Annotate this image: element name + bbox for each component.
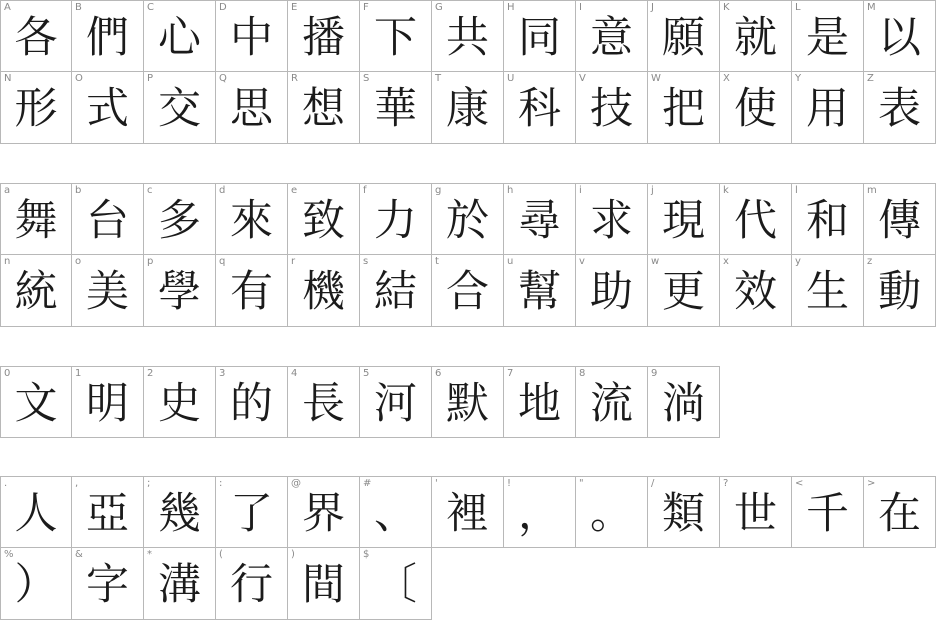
- candidate-glyph: 下: [374, 12, 417, 63]
- candidate-glyph: 史: [158, 378, 201, 429]
- candidate-glyph: 統: [14, 267, 58, 317]
- candidate-cell-4[interactable]: [288, 366, 360, 438]
- candidate-key-label: M: [867, 2, 876, 13]
- candidate-row: [0, 183, 938, 255]
- candidate-glyph: 思: [230, 84, 273, 134]
- candidate-cell-N[interactable]: [0, 72, 72, 144]
- candidate-glyph: 亞: [86, 488, 129, 539]
- candidate-cell-semicolon[interactable]: [144, 476, 216, 548]
- candidate-key-label: E: [291, 2, 298, 13]
- candidate-glyph: 想: [302, 84, 345, 134]
- candidate-key-label: T: [435, 73, 442, 84]
- candidate-cell-l[interactable]: [792, 183, 864, 255]
- candidate-cell-9[interactable]: [648, 366, 720, 438]
- candidate-glyph: 人: [14, 488, 58, 539]
- candidate-glyph: 使: [734, 84, 777, 134]
- candidate-glyph: 同: [518, 12, 561, 63]
- candidate-glyph: 長: [302, 378, 345, 429]
- candidate-glyph: 幫: [518, 267, 561, 317]
- candidate-glyph: 舞: [14, 195, 58, 246]
- candidate-glyph: 間: [302, 560, 345, 610]
- candidate-cell-n[interactable]: [0, 255, 72, 327]
- candidate-glyph: 播: [302, 12, 345, 63]
- candidate-key-label: n: [4, 256, 11, 267]
- candidate-cell-3[interactable]: [216, 366, 288, 438]
- candidate-cell-apostrophe[interactable]: [432, 476, 504, 548]
- candidate-key-label: !: [507, 478, 512, 489]
- candidate-glyph: 合: [446, 267, 489, 317]
- candidate-glyph: 學: [158, 267, 201, 317]
- candidate-glyph: 結: [374, 267, 417, 317]
- candidate-cell-less-than[interactable]: [792, 476, 864, 548]
- candidate-cell-D[interactable]: [216, 0, 288, 72]
- candidate-key-label: c: [147, 185, 153, 196]
- candidate-glyph: 力: [374, 195, 417, 246]
- candidate-key-label: ?: [723, 478, 729, 489]
- candidate-key-label: z: [867, 256, 873, 267]
- candidate-glyph: 界: [302, 488, 345, 539]
- candidate-glyph: 式: [86, 84, 129, 134]
- candidate-glyph: 是: [806, 12, 849, 63]
- candidate-key-label: 1: [75, 368, 82, 379]
- candidate-key-label: Q: [219, 73, 227, 84]
- candidate-glyph: 流: [590, 378, 633, 429]
- candidate-glyph: 河: [374, 378, 417, 429]
- candidate-glyph: 裡: [446, 488, 489, 539]
- candidate-cell-B[interactable]: [72, 0, 144, 72]
- candidate-cell-comma[interactable]: [72, 476, 144, 548]
- candidate-key-label: >: [867, 478, 876, 489]
- candidate-glyph: 淌: [662, 378, 705, 429]
- candidate-cell-u[interactable]: [504, 255, 576, 327]
- candidate-cell-right-paren[interactable]: [288, 548, 360, 620]
- candidate-cell-C[interactable]: [144, 0, 216, 72]
- candidate-key-label: S: [363, 73, 370, 84]
- candidate-glyph: 各: [14, 12, 58, 63]
- candidate-glyph: 類: [662, 488, 705, 539]
- candidate-key-label: %: [4, 549, 14, 560]
- candidate-glyph: 多: [158, 195, 201, 246]
- candidate-key-label: s: [363, 256, 369, 267]
- candidate-glyph: 交: [158, 84, 201, 134]
- candidate-glyph: 以: [878, 12, 921, 63]
- candidate-glyph: 行: [230, 560, 273, 610]
- candidate-cell-exclamation[interactable]: [504, 476, 576, 548]
- candidate-key-label: 0: [4, 368, 11, 379]
- candidate-cell-U[interactable]: [504, 72, 576, 144]
- candidate-key-label: Y: [795, 73, 802, 84]
- candidate-key-label: x: [723, 256, 729, 267]
- candidate-cell-W[interactable]: [648, 72, 720, 144]
- candidate-cell-asterisk[interactable]: [144, 548, 216, 620]
- candidate-key-label: 2: [147, 368, 154, 379]
- candidate-cell-g[interactable]: [432, 183, 504, 255]
- candidate-glyph: 求: [590, 195, 633, 246]
- candidate-glyph: 有: [230, 267, 273, 317]
- candidate-cell-p[interactable]: [144, 255, 216, 327]
- candidate-cell-Y[interactable]: [792, 72, 864, 144]
- candidate-key-label: v: [579, 256, 585, 267]
- candidate-key-label: ): [291, 549, 295, 560]
- candidate-cell-r[interactable]: [288, 255, 360, 327]
- candidate-key-label: &: [75, 549, 83, 560]
- candidate-row: [0, 548, 938, 620]
- candidate-key-label: l: [795, 185, 798, 196]
- candidate-cell-Q[interactable]: [216, 72, 288, 144]
- candidate-cell-j[interactable]: [648, 183, 720, 255]
- candidate-glyph: 台: [86, 195, 129, 246]
- candidate-glyph: 康: [446, 84, 489, 134]
- candidate-cell-i[interactable]: [576, 183, 648, 255]
- candidate-cell-hash[interactable]: [360, 476, 432, 548]
- candidate-glyph: 中: [230, 12, 273, 63]
- candidate-key-label: V: [579, 73, 586, 84]
- candidate-cell-L[interactable]: [792, 0, 864, 72]
- candidate-key-label: I: [579, 2, 582, 13]
- candidate-cell-x[interactable]: [720, 255, 792, 327]
- candidate-glyph: 形: [14, 84, 58, 134]
- candidate-cell-dollar[interactable]: [360, 548, 432, 620]
- candidate-row: [0, 476, 938, 548]
- candidate-cell-w[interactable]: [648, 255, 720, 327]
- candidate-glyph: 世: [734, 488, 777, 539]
- candidate-cell-X[interactable]: [720, 72, 792, 144]
- candidate-cell-K[interactable]: [720, 0, 792, 72]
- candidate-cell-H[interactable]: [504, 0, 576, 72]
- candidate-cell-M[interactable]: [864, 0, 936, 72]
- candidate-glyph: 了: [230, 488, 273, 539]
- candidate-key-label: D: [219, 2, 227, 13]
- candidate-glyph: 於: [446, 195, 489, 246]
- candidate-cell-colon[interactable]: [216, 476, 288, 548]
- candidate-key-label: 7: [507, 368, 514, 379]
- candidate-glyph: 心: [158, 12, 201, 63]
- candidate-key-label: 6: [435, 368, 442, 379]
- candidate-glyph: 就: [734, 12, 777, 63]
- candidate-key-label: #: [363, 478, 372, 489]
- candidate-cell-1[interactable]: [72, 366, 144, 438]
- candidate-group-digits: [0, 366, 938, 438]
- candidate-key-label: R: [291, 73, 298, 84]
- candidate-cell-k[interactable]: [720, 183, 792, 255]
- candidate-key-label: *: [147, 549, 152, 560]
- candidate-glyph: ，: [518, 488, 561, 539]
- candidate-key-label: J: [651, 2, 654, 13]
- candidate-group-punctuation: [0, 476, 938, 620]
- candidate-key-label: a: [4, 185, 11, 196]
- candidate-key-label: 8: [579, 368, 586, 379]
- candidate-glyph: 共: [446, 12, 489, 63]
- candidate-key-label: <: [795, 478, 804, 489]
- candidate-key-label: y: [795, 256, 801, 267]
- candidate-key-label: 5: [363, 368, 370, 379]
- candidate-cell-P[interactable]: [144, 72, 216, 144]
- candidate-glyph: 的: [230, 378, 273, 429]
- candidate-cell-o[interactable]: [72, 255, 144, 327]
- candidate-glyph: 用: [806, 84, 849, 134]
- candidate-glyph: 、: [374, 488, 417, 539]
- candidate-key-label: t: [435, 256, 439, 267]
- candidate-row: [0, 72, 938, 144]
- candidate-glyph: 意: [590, 12, 633, 63]
- candidate-key-label: Z: [867, 73, 874, 84]
- candidate-key-label: k: [723, 185, 729, 196]
- candidate-glyph: 生: [806, 267, 849, 317]
- candidate-cell-slash[interactable]: [648, 476, 720, 548]
- candidate-key-label: 9: [651, 368, 658, 379]
- candidate-glyph: 和: [806, 195, 849, 246]
- candidate-key-label: B: [75, 2, 82, 13]
- candidate-key-label: /: [651, 478, 655, 489]
- candidate-key-label: h: [507, 185, 514, 196]
- candidate-glyph: 〔: [374, 560, 417, 610]
- candidate-glyph: 地: [518, 378, 561, 429]
- candidate-key-label: K: [723, 2, 730, 13]
- candidate-glyph: ）: [14, 560, 58, 610]
- candidate-glyph: 字: [86, 560, 129, 610]
- candidate-key-label: ;: [147, 478, 151, 489]
- candidate-key-label: u: [507, 256, 514, 267]
- candidate-cell-e[interactable]: [288, 183, 360, 255]
- candidate-cell-b[interactable]: [72, 183, 144, 255]
- candidate-key-label: e: [291, 185, 298, 196]
- candidate-cell-8[interactable]: [576, 366, 648, 438]
- candidate-glyph: 助: [590, 267, 633, 317]
- candidate-glyph: 動: [878, 267, 921, 317]
- candidate-cell-A[interactable]: [0, 0, 72, 72]
- candidate-cell-G[interactable]: [432, 0, 504, 72]
- candidate-row: [0, 366, 938, 438]
- candidate-glyph: 華: [374, 84, 417, 134]
- candidate-cell-y[interactable]: [792, 255, 864, 327]
- candidate-cell-S[interactable]: [360, 72, 432, 144]
- candidate-cell-2[interactable]: [144, 366, 216, 438]
- group-separator: [0, 327, 938, 366]
- candidate-key-label: .: [4, 478, 8, 489]
- candidate-group-lowercase: [0, 183, 938, 327]
- candidate-cell-f[interactable]: [360, 183, 432, 255]
- candidate-cell-T[interactable]: [432, 72, 504, 144]
- candidate-key-label: G: [435, 2, 443, 13]
- candidate-glyph: 效: [734, 267, 777, 317]
- candidate-key-label: d: [219, 185, 226, 196]
- candidate-cell-F[interactable]: [360, 0, 432, 72]
- candidate-cell-s[interactable]: [360, 255, 432, 327]
- candidate-glyph: 把: [662, 84, 705, 134]
- candidate-key-label: :: [219, 478, 223, 489]
- candidate-group-uppercase: [0, 0, 938, 144]
- candidate-key-label: C: [147, 2, 154, 13]
- candidate-glyph: 願: [662, 12, 705, 63]
- candidate-key-label: j: [651, 185, 654, 196]
- candidate-key-label: 3: [219, 368, 226, 379]
- candidate-glyph: 表: [878, 84, 921, 134]
- candidate-glyph: 機: [302, 267, 345, 317]
- candidate-glyph: 默: [446, 378, 489, 429]
- candidate-cell-h[interactable]: [504, 183, 576, 255]
- candidate-cell-O[interactable]: [72, 72, 144, 144]
- group-separator: [0, 144, 938, 183]
- candidate-cell-m[interactable]: [864, 183, 936, 255]
- candidate-key-label: w: [651, 256, 660, 267]
- candidate-cell-ampersand[interactable]: [72, 548, 144, 620]
- candidate-cell-E[interactable]: [288, 0, 360, 72]
- candidate-key-label: f: [363, 185, 367, 196]
- candidate-key-label: (: [219, 549, 223, 560]
- candidate-glyph: 在: [878, 488, 921, 539]
- candidate-cell-v[interactable]: [576, 255, 648, 327]
- candidate-key-label: H: [507, 2, 515, 13]
- candidate-key-label: ": [579, 478, 584, 489]
- candidate-key-label: X: [723, 73, 730, 84]
- candidate-key-label: W: [651, 73, 661, 84]
- candidate-glyph: 千: [806, 488, 849, 539]
- candidate-glyph: 美: [86, 267, 129, 317]
- candidate-cell-c[interactable]: [144, 183, 216, 255]
- candidate-key-label: L: [795, 2, 801, 13]
- candidate-cell-5[interactable]: [360, 366, 432, 438]
- candidate-cell-0[interactable]: [0, 366, 72, 438]
- candidate-glyph: 文: [14, 378, 58, 429]
- candidate-glyph: 幾: [158, 488, 201, 539]
- candidate-cell-z[interactable]: [864, 255, 936, 327]
- candidate-key-label: P: [147, 73, 154, 84]
- candidate-cell-7[interactable]: [504, 366, 576, 438]
- candidate-cell-a[interactable]: [0, 183, 72, 255]
- candidate-key-label: i: [579, 185, 582, 196]
- candidate-glyph: 們: [86, 12, 129, 63]
- candidate-glyph: 來: [230, 195, 273, 246]
- candidate-cell-J[interactable]: [648, 0, 720, 72]
- candidate-key-label: @: [291, 478, 301, 489]
- candidate-key-label: o: [75, 256, 82, 267]
- candidate-glyph: 代: [734, 195, 777, 246]
- candidate-key-label: A: [4, 2, 11, 13]
- candidate-cell-question[interactable]: [720, 476, 792, 548]
- candidate-glyph: 明: [86, 378, 129, 429]
- candidate-key-label: ': [435, 478, 438, 489]
- candidate-key-label: $: [363, 549, 370, 560]
- candidate-key-label: r: [291, 256, 296, 267]
- candidate-cell-quote[interactable]: [576, 476, 648, 548]
- candidate-glyph: 更: [662, 267, 705, 317]
- candidate-cell-Z[interactable]: [864, 72, 936, 144]
- candidate-key-label: U: [507, 73, 515, 84]
- candidate-key-label: O: [75, 73, 83, 84]
- candidate-cell-d[interactable]: [216, 183, 288, 255]
- candidate-cell-period[interactable]: [0, 476, 72, 548]
- candidate-glyph: 致: [302, 195, 345, 246]
- candidate-glyph: 尋: [518, 195, 561, 246]
- candidate-key-label: p: [147, 256, 154, 267]
- candidate-cell-t[interactable]: [432, 255, 504, 327]
- candidate-glyph: 。: [590, 488, 633, 539]
- candidate-key-label: b: [75, 185, 82, 196]
- candidate-glyph: 溝: [158, 560, 201, 610]
- candidate-key-label: q: [219, 256, 226, 267]
- candidate-key-label: F: [363, 2, 369, 13]
- candidate-cell-q[interactable]: [216, 255, 288, 327]
- candidate-glyph: 傳: [878, 195, 921, 246]
- candidate-cell-percent[interactable]: [0, 548, 72, 620]
- candidate-glyph: 科: [518, 84, 561, 134]
- candidate-key-label: g: [435, 185, 442, 196]
- group-separator: [0, 438, 938, 476]
- candidate-row: [0, 0, 938, 72]
- candidate-key-label: 4: [291, 368, 298, 379]
- candidate-cell-R[interactable]: [288, 72, 360, 144]
- candidate-cell-at[interactable]: [288, 476, 360, 548]
- candidate-cell-left-paren[interactable]: [216, 548, 288, 620]
- candidate-cell-greater-than[interactable]: [864, 476, 936, 548]
- candidate-glyph: 現: [662, 195, 705, 246]
- candidate-key-label: N: [4, 73, 12, 84]
- candidate-cell-V[interactable]: [576, 72, 648, 144]
- candidate-key-label: ,: [75, 478, 79, 489]
- candidate-row: [0, 255, 938, 327]
- candidate-glyph: 技: [590, 84, 633, 134]
- candidate-cell-I[interactable]: [576, 0, 648, 72]
- candidate-cell-6[interactable]: [432, 366, 504, 438]
- candidate-key-label: m: [867, 185, 877, 196]
